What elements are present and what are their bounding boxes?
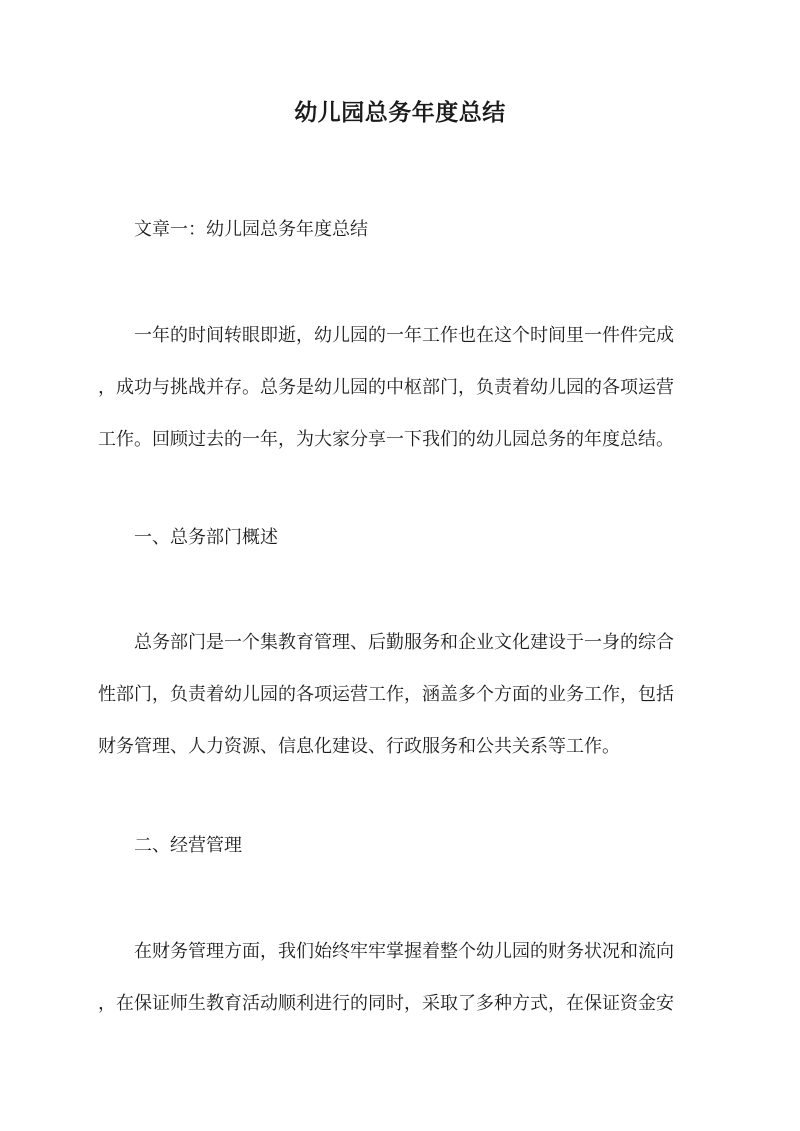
section1-line: 总务部门是一个集教育管理、后勤服务和企业文化建设于一身的综合	[134, 632, 674, 653]
document-title: 幼儿园总务年度总结	[294, 99, 506, 126]
section1-heading-text: 一、总务部门概述	[134, 527, 278, 548]
intro-line: ，成功与挑战并存。总务是幼儿园的中枢部门，负责着幼儿园的各项运营	[98, 377, 674, 398]
section2-paragraph	[98, 926, 708, 1030]
section1-heading	[98, 512, 708, 564]
section1-line: 性部门，负责着幼儿园的各项运营工作，涵盖多个方面的业务工作，包括	[98, 684, 674, 705]
section2-line: 在财务管理方面，我们始终牢牢掌握着整个幼儿园的财务状况和流向	[134, 941, 674, 962]
article-label-text: 文章一：幼儿园总务年度总结	[134, 219, 368, 240]
intro-paragraph	[98, 310, 708, 466]
section2-heading-text: 二、经营管理	[134, 835, 242, 856]
article-label	[98, 204, 708, 256]
section1-line: 财务管理、人力资源、信息化建设、行政服务和公共关系等工作。	[98, 736, 620, 757]
section2-heading	[98, 820, 708, 872]
intro-line: 工作。回顾过去的一年，为大家分享一下我们的幼儿园总务的年度总结。	[98, 429, 674, 450]
intro-line: 一年的时间转眼即逝，幼儿园的一年工作也在这个时间里一件件完成	[134, 325, 674, 346]
section2-line: ，在保证师生教育活动顺利进行的同时，采取了多种方式，在保证资金安	[98, 993, 674, 1014]
section1-paragraph	[98, 617, 708, 773]
